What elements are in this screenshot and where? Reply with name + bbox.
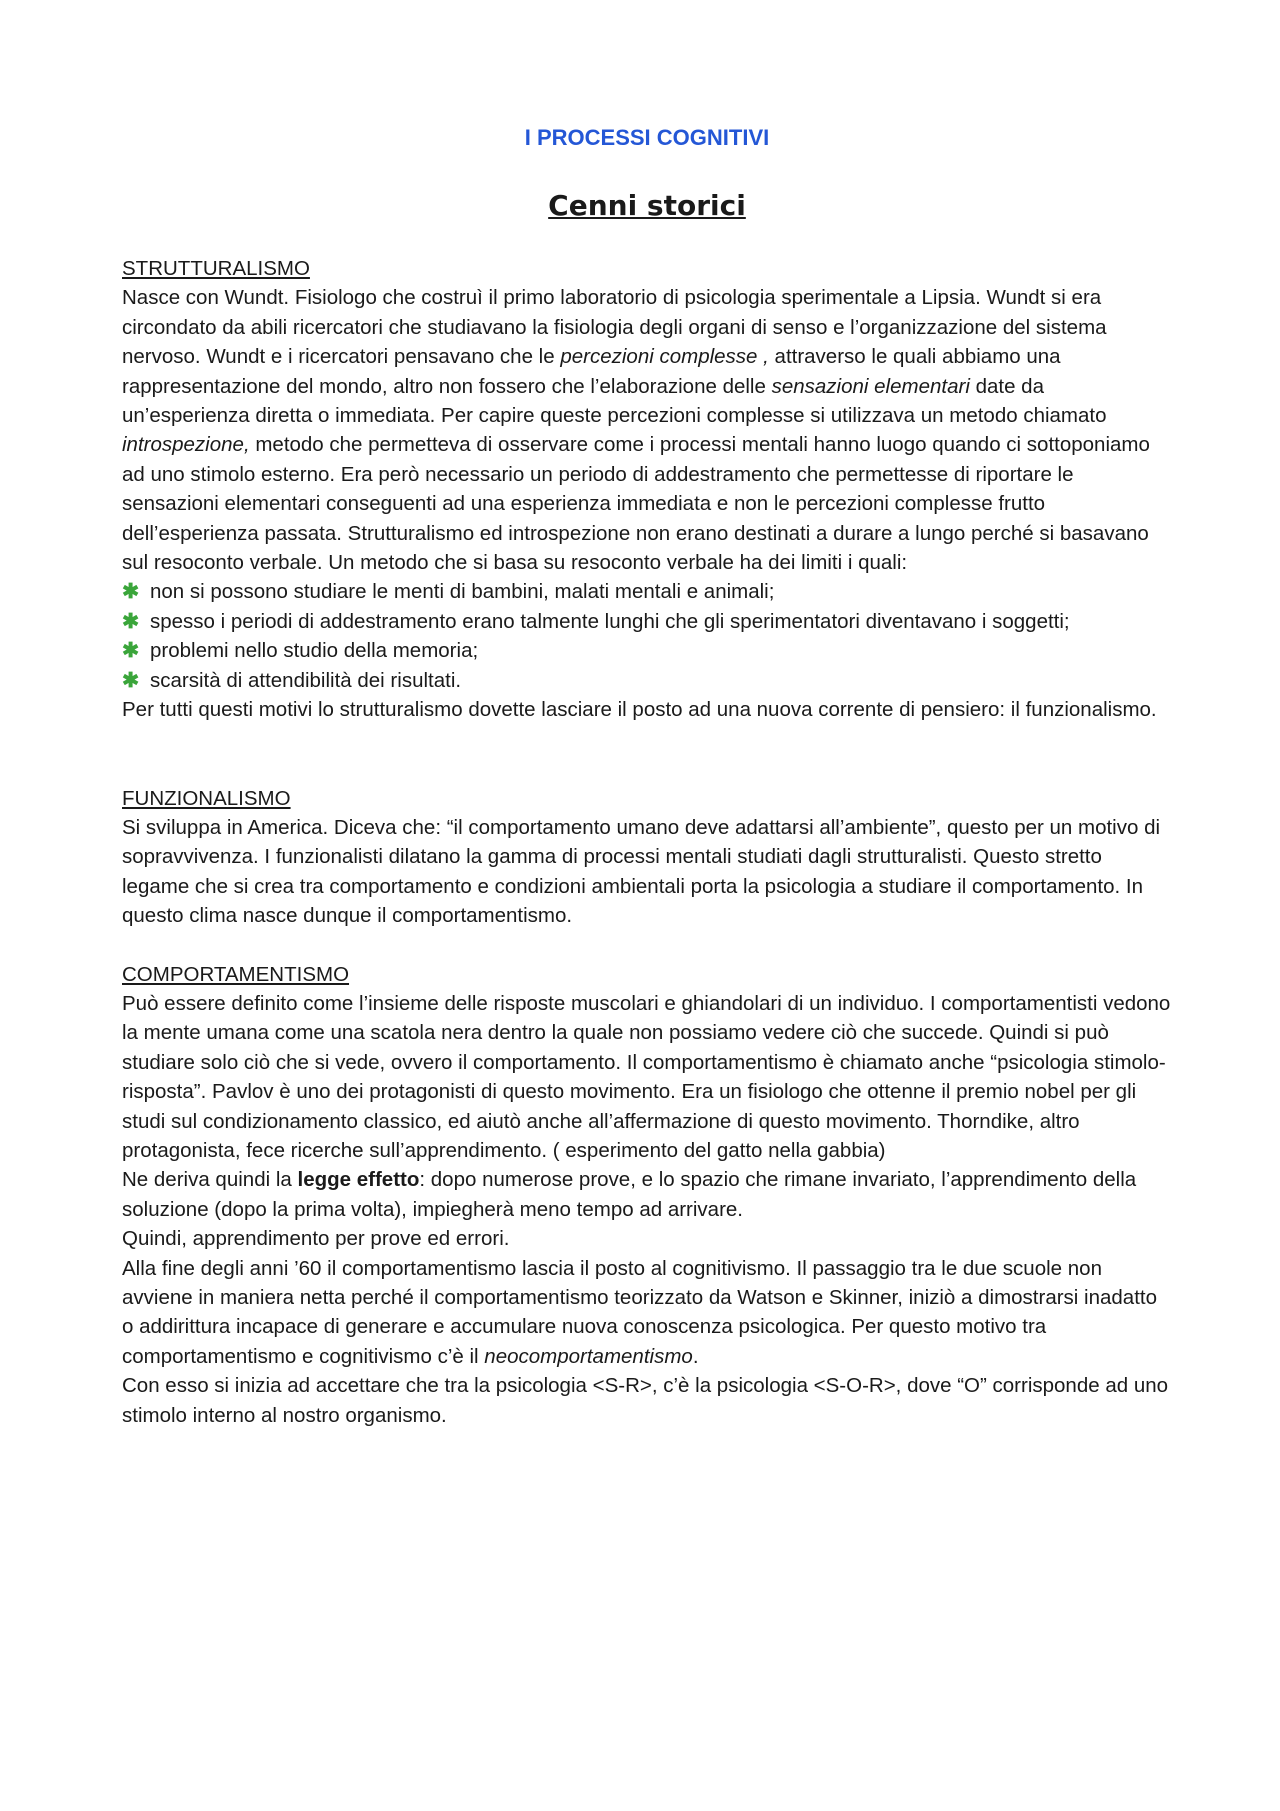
asterisk-bullet-icon: ✱ bbox=[122, 580, 140, 604]
section-heading: COMPORTAMENTISMO bbox=[122, 962, 350, 986]
paragraph bbox=[122, 1254, 1172, 1372]
paragraph bbox=[122, 283, 1172, 577]
paragraph: Per tutti questi motivi lo strutturalismo dovette lasciare il posto ad una nuova corrente di pensiero: il funzionalismo. bbox=[122, 698, 1157, 722]
section-heading: FUNZIONALISMO bbox=[122, 786, 291, 810]
asterisk-bullet-icon: ✱ bbox=[122, 668, 140, 692]
section-comportamentismo bbox=[122, 960, 1172, 1431]
limits-list bbox=[122, 577, 1172, 695]
bold-term: legge effetto bbox=[297, 1168, 420, 1192]
italic-term: percezioni complesse , bbox=[560, 345, 769, 369]
section-funzionalismo bbox=[122, 784, 1172, 931]
list-item bbox=[122, 607, 1172, 636]
paragraph bbox=[122, 1165, 1172, 1224]
list-item-text: problemi nello studio della memoria; bbox=[150, 639, 479, 663]
text-run: metodo che permetteva di osservare come i processi mentali hanno luogo quando ci sottoponiamo ad uno stimolo esterno. Era però necessario un periodo di addestramento che permettesse di riportare le sensazioni elementari conseguenti ad una esperienza immediata e non le percezioni complesse frutto dell’esperienza passata. Strutturalismo ed introspezione non erano destinati a durare a lungo perché si basavano sul resoconto verbale. Un metodo che si basa su resoconto verbale ha dei limiti i quali: bbox=[122, 433, 1150, 575]
list-item-text: non si possono studiare le menti di bambini, malati mentali e animali; bbox=[150, 580, 775, 604]
text-run: . bbox=[692, 1344, 699, 1368]
list-item-text: spesso i periodi di addestramento erano talmente lunghi che gli sperimentatori diventavano i soggetti; bbox=[150, 609, 1070, 633]
section-strutturalismo bbox=[122, 254, 1172, 725]
document-page bbox=[122, 122, 1172, 1430]
text-run: : dopo numerose prove, e lo spazio che rimane invariato, l’apprendimento della soluzione (dopo la prima volta), impiegherà meno tempo ad arrivare. bbox=[122, 1168, 1137, 1221]
paragraph: Può essere definito come l’insieme delle risposte muscolari e ghiandolari di un individuo. I comportamentisti vedono la mente umana come una scatola nera dentro la quale non possiamo vedere ciò che succede. Quindi si può studiare solo ciò che si vede, ovvero il comportamento. Il comportamentismo è chiamato anche “psicologia stimolo-risposta”. Pavlov è uno dei protagonisti di questo movimento. Era un fisiologo che ottenne il premio nobel per gli studi sul condizionamento classico, ed aiutò anche all’affermazione di questo movimento. Thorndike, altro protagonista, fece ricerche sull’apprendimento. ( esperimento del gatto nella gabbia) bbox=[122, 991, 1171, 1162]
list-item-text: scarsità di attendibilità dei risultati. bbox=[150, 668, 462, 692]
text-run: date da un’esperienza diretta o immediata. Per capire queste percezioni complesse si utilizzava un metodo chiamato bbox=[122, 374, 1107, 428]
text-run: Ne deriva quindi la bbox=[122, 1168, 298, 1192]
paragraph: Con esso si inizia ad accettare che tra la psicologia <S-R>, c’è la psicologia <S-O-R>, dove “O” corrisponde ad uno stimolo interno al nostro organismo. bbox=[122, 1374, 1169, 1427]
paragraph: Quindi, apprendimento per prove ed errori. bbox=[122, 1227, 510, 1251]
text-run: attraverso le quali abbiamo una rappresentazione del mondo, altro non fossero che l’elaborazione delle bbox=[122, 345, 1061, 398]
list-item bbox=[122, 636, 1172, 665]
text-run: Nasce con Wundt. Fisiologo che costruì il primo laboratorio di psicologia sperimentale a Lipsia. Wundt si era circondato da abili ricercatori che studiavano la fisiologia degli organi di senso e l’organizzazione del sistema nervoso. Wundt e i ricercatori pensavano che le bbox=[122, 286, 1107, 369]
text-run: Alla fine degli anni ’60 il comportamentismo lascia il posto al cognitivismo. Il passaggio tra le due scuole non avviene in maniera netta perché il comportamentismo teorizzato da Watson e Skinner, iniziò a dimostrarsi inadatto o addirittura incapace di generare e accumulare nuova conoscenza psicologica. Per questo motivo tra comportamentismo e cognitivismo c’è il bbox=[122, 1256, 1157, 1368]
document-title: I PROCESSI COGNITIVI bbox=[524, 125, 770, 150]
list-item bbox=[122, 666, 1172, 695]
paragraph: Si sviluppa in America. Diceva che: “il comportamento umano deve adattarsi all’ambiente”, questo per un motivo di sopravvivenza. I funzionalisti dilatano la gamma di processi mentali studiati dagli strutturalisti. Questo stretto legame che si crea tra comportamento e condizioni ambientali porta la psicologia a studiare il comportamento. In questo clima nasce dunque il comportamentismo. bbox=[122, 815, 1161, 928]
italic-term: introspezione, bbox=[122, 433, 250, 457]
italic-term: sensazioni elementari bbox=[771, 374, 970, 398]
section-heading: STRUTTURALISMO bbox=[122, 257, 310, 280]
asterisk-bullet-icon: ✱ bbox=[122, 639, 140, 663]
italic-term: neocomportamentismo bbox=[484, 1344, 693, 1368]
document-subtitle: Cenni storici bbox=[548, 189, 746, 222]
asterisk-bullet-icon: ✱ bbox=[122, 609, 140, 633]
list-item bbox=[122, 577, 1172, 606]
